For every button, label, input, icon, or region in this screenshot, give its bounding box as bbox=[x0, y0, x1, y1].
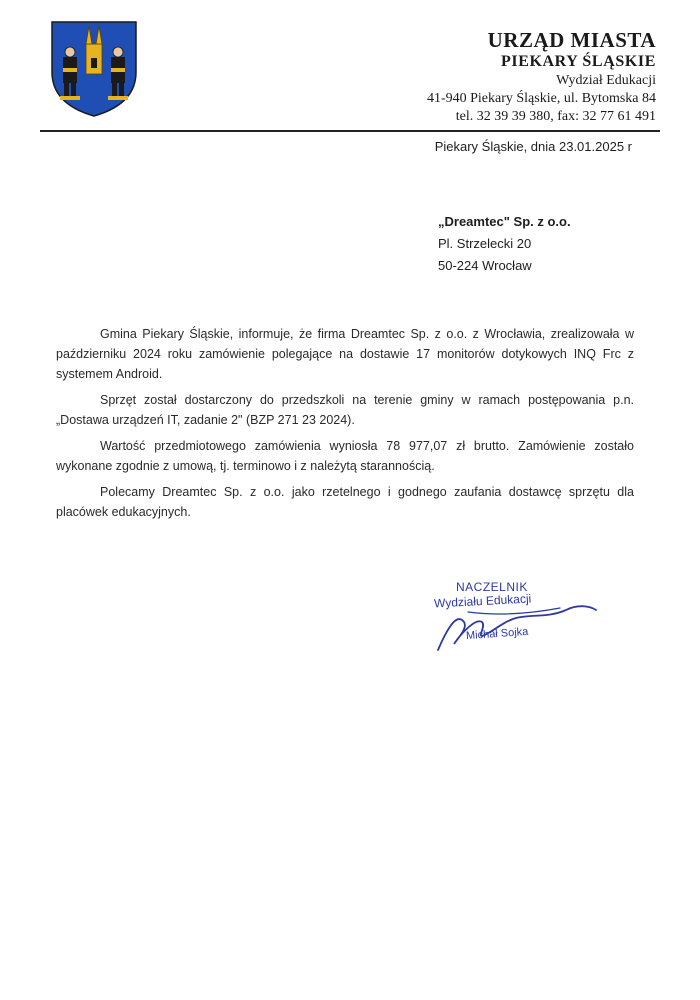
letter-date: Piekary Śląskie, dnia 23.01.2025 r bbox=[434, 139, 632, 154]
coat-of-arms-emblem bbox=[48, 18, 140, 118]
handwritten-signature bbox=[428, 592, 608, 660]
office-contact: tel. 32 39 39 380, fax: 32 77 61 491 bbox=[455, 109, 656, 124]
office-address: 41-940 Piekary Śląskie, ul. Bytomska 84 bbox=[426, 91, 656, 106]
recipient-name: „Dreamtec" Sp. z o.o. bbox=[438, 214, 571, 229]
recipient-street: Pl. Strzelecki 20 bbox=[438, 236, 532, 251]
office-title: URZĄD MIASTA bbox=[487, 28, 656, 52]
body-paragraph-1: Gmina Piekary Śląskie, informuje, że firma Dreamtec Sp. z o.o. z Wrocławia, zrealizowała w październiku 2024 roku zamówienie polegające na dostawie 17 monitorów dotykowych INQ Frc z systemem Android. bbox=[56, 327, 634, 381]
office-city: PIEKARY ŚLĄSKIE bbox=[501, 53, 656, 70]
header-divider bbox=[40, 130, 660, 132]
stamp-department: Wydziału Edukacji bbox=[433, 591, 532, 611]
stamp-name: Michał Sojka bbox=[465, 625, 529, 643]
office-letterhead bbox=[427, 28, 656, 126]
stamp-title: NACZELNIK bbox=[456, 580, 528, 594]
recipient-address bbox=[438, 211, 571, 277]
office-department: Wydział Edukacji bbox=[556, 73, 656, 88]
body-paragraph-2: Sprzęt został dostarczony do przedszkoli na terenie gminy w ramach postępowania p.n. „Dostawa urządzeń IT, zadanie 2" (BZP 271 23 2024). bbox=[56, 393, 634, 427]
body-paragraph-4: Polecamy Dreamtec Sp. z o.o. jako rzetelnego i godnego zaufania dostawcę sprzętu dla placówek edukacyjnych. bbox=[56, 485, 634, 519]
recipient-city: 50-224 Wrocław bbox=[438, 258, 532, 273]
letter-body bbox=[56, 324, 634, 528]
body-paragraph-3: Wartość przedmiotowego zamówienia wyniosła 78 977,07 zł brutto. Zamówienie zostało wykonane zgodnie z umową, tj. terminowo i z należytą starannością. bbox=[56, 439, 634, 473]
